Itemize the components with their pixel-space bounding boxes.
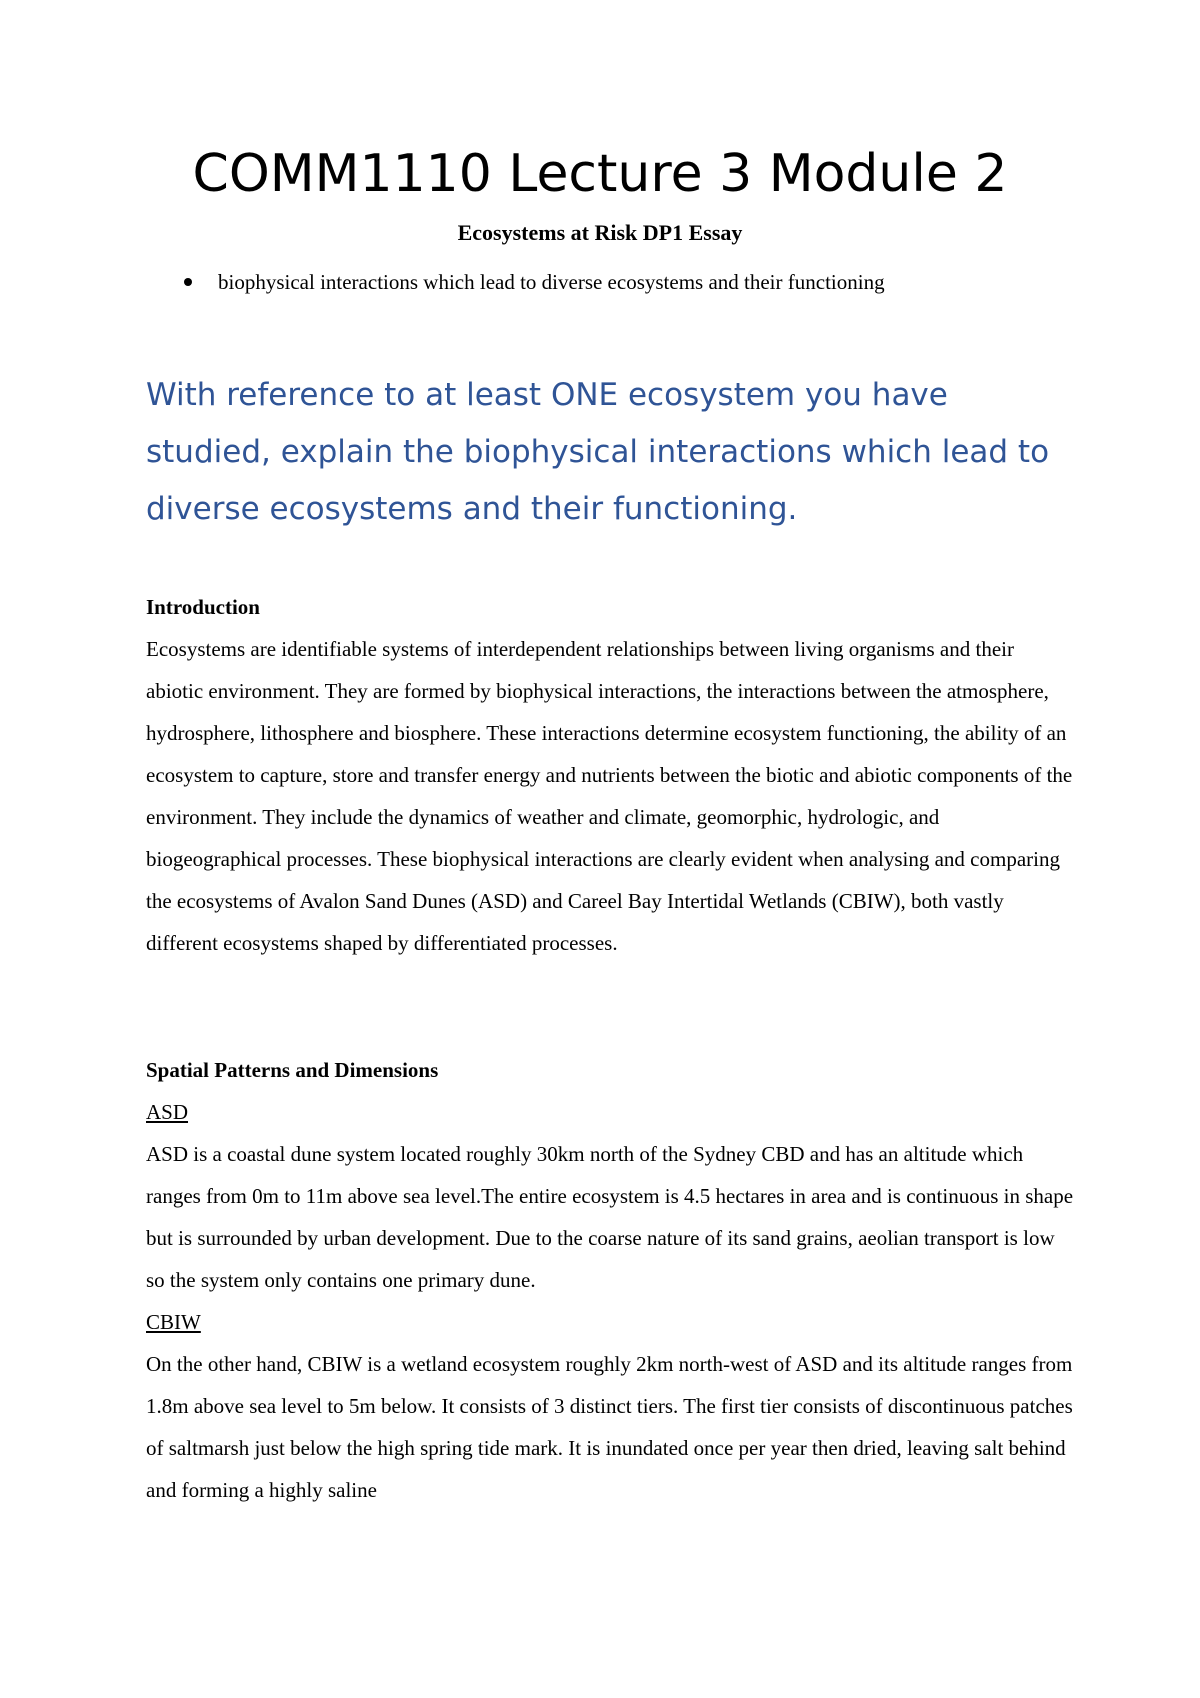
asd-subheading: ASD <box>146 1100 189 1124</box>
introduction-heading: Introduction <box>146 595 260 619</box>
page-title: COMM1110 Lecture 3 Module 2 <box>192 144 1008 204</box>
essay-question: With reference to at least ONE ecosystem you have studied, explain the biophysical interactions which lead to diverse ecosystems and their functioning. <box>146 377 1050 527</box>
list-item <box>176 268 885 296</box>
introduction-section <box>146 586 1076 964</box>
spatial-section <box>146 1049 1076 1511</box>
asd-paragraph: ASD is a coastal dune system located roughly 30km north of the Sydney CBD and has an altitude which ranges from 0m to 11m above sea level.The entire ecosystem is 4.5 hectares in area and is continuous in shape but is surrounded by urban development. Due to the coarse nature of its sand grains, aeolian transport is low so the system only contains one primary dune. <box>146 1142 1074 1292</box>
bullet-icon <box>184 278 192 286</box>
bullet-list <box>176 268 885 296</box>
spatial-heading: Spatial Patterns and Dimensions <box>146 1058 439 1082</box>
page-subtitle: Ecosystems at Risk DP1 Essay <box>457 220 743 245</box>
introduction-paragraph: Ecosystems are identifiable systems of interdependent relationships between living organisms and their abiotic environment. They are formed by biophysical interactions, the interactions between the atmosphere, hydrosphere, lithosphere and biosphere. These interactions determine ecosystem functioning, the ability of an ecosystem to capture, store and transfer energy and nutrients between the biotic and abiotic components of the environment. They include the dynamics of weather and climate, geomorphic, hydrologic, and biogeographical processes. These biophysical interactions are clearly evident when analysing and comparing the ecosystems of Avalon Sand Dunes (ASD) and Careel Bay Intertidal Wetlands (CBIW), both vastly different ecosystems shaped by differentiated processes. <box>146 637 1073 955</box>
cbiw-subheading: CBIW <box>146 1310 201 1334</box>
bullet-text: biophysical interactions which lead to diverse ecosystems and their functioning <box>218 270 885 294</box>
cbiw-paragraph: On the other hand, CBIW is a wetland ecosystem roughly 2km north-west of ASD and its altitude ranges from 1.8m above sea level to 5m below. It consists of 3 distinct tiers. The first tier consists of discontinuous patches of saltmarsh just below the high spring tide mark. It is inundated once per year then dried, leaving salt behind and forming a highly saline <box>146 1352 1073 1502</box>
